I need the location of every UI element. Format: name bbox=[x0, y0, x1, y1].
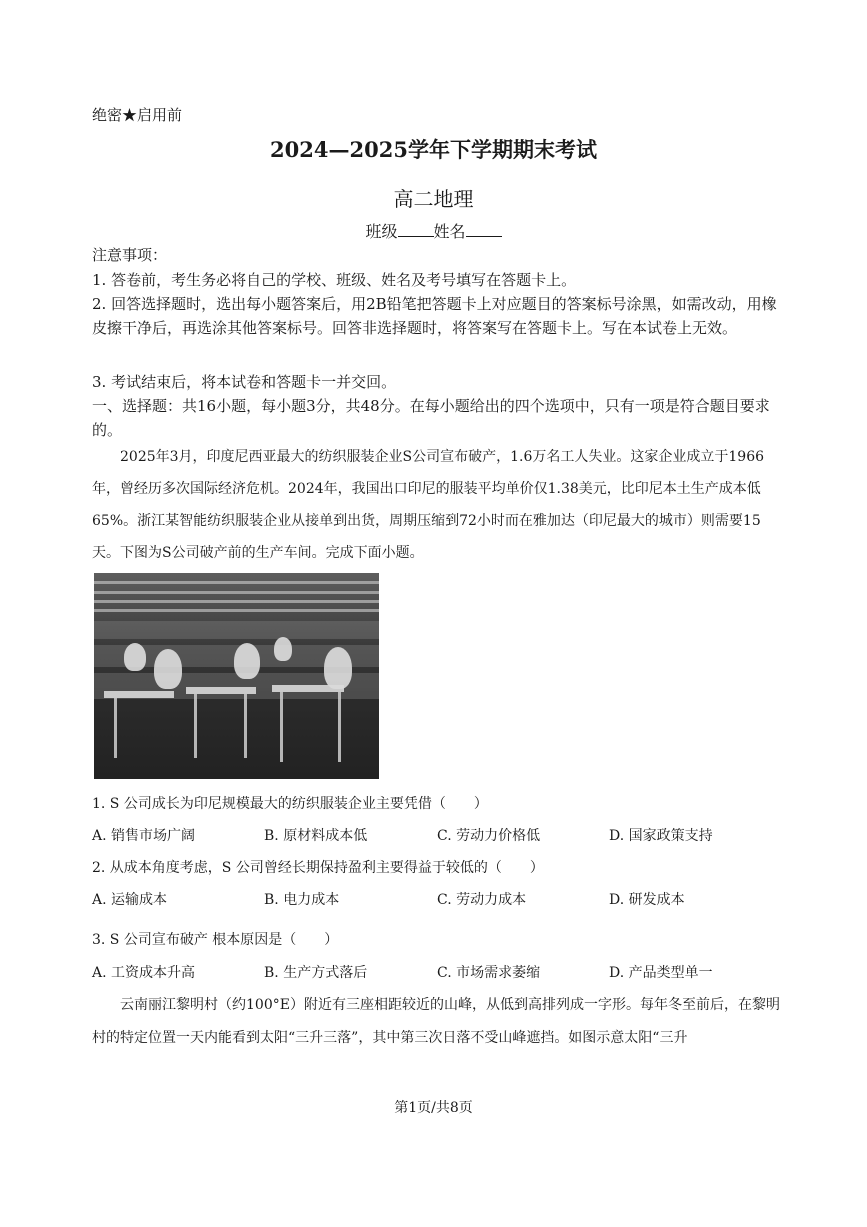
note-item: 2. 回答选择题时，选出每小题答案后，用2B铅笔把答题卡上对应题目的答案标号涂黑，如需改动，用橡皮擦干净后，再选涂其他答案标号。回答非选择题时，将答案写在答题卡上。写在本试卷上无效。 bbox=[92, 295, 777, 337]
photo-row bbox=[94, 621, 379, 639]
photo-leg bbox=[244, 694, 247, 758]
option-c: C. 劳动力成本 bbox=[437, 892, 527, 908]
question-stem: 1. S 公司成长为印尼规模最大的纺织服装企业主要凭借（ ） bbox=[92, 796, 488, 812]
option-c: C. 劳动力价格低 bbox=[437, 828, 541, 844]
note-item: 3. 考试结束后，将本试卷和答题卡一并交回。 bbox=[92, 373, 397, 391]
photo-worker bbox=[124, 643, 146, 671]
class-name-line bbox=[0, 219, 867, 242]
section-heading: 一、选择题：共16小题，每小题3分，共48分。在每小题给出的四个选项中，只有一项是符合题目要求的。 bbox=[92, 397, 770, 439]
option-b: B. 电力成本 bbox=[264, 892, 340, 908]
option-b: B. 生产方式落后 bbox=[264, 965, 368, 981]
photo-worker bbox=[234, 643, 260, 679]
exam-title: 2024—2025学年下学期期末考试 bbox=[270, 137, 597, 162]
photo-leg bbox=[194, 694, 197, 758]
question-stem: 2. 从成本角度考虑，S 公司曾经长期保持盈利主要得益于较低的（ ） bbox=[92, 860, 544, 876]
photo-table bbox=[104, 691, 174, 698]
photo-worker bbox=[154, 649, 182, 689]
photo-leg bbox=[280, 692, 283, 762]
option-c: C. 市场需求萎缩 bbox=[437, 965, 541, 981]
photo-rafter bbox=[94, 600, 379, 603]
option-d: D. 研发成本 bbox=[609, 892, 685, 908]
passage-paragraph: 云南丽江黎明村（约100°E）附近有三座相距较近的山峰，从低到高排列成一字形。每年冬至前后，在黎明村的特定位置一天内能看到太阳“三升三落”，其中第三次日落不受山峰遮挡。如图示意太阳“三升 bbox=[92, 997, 780, 1046]
photo-worker bbox=[274, 637, 292, 661]
photo-leg bbox=[338, 692, 341, 762]
photo-table bbox=[272, 685, 344, 692]
photo-rafter bbox=[94, 609, 379, 612]
class-label: 班级 bbox=[365, 222, 398, 241]
option-a: A. 工资成本升高 bbox=[92, 965, 196, 981]
photo-leg bbox=[114, 698, 117, 758]
name-blank bbox=[466, 222, 502, 237]
factory-workshop-photo bbox=[94, 573, 379, 779]
page-footer: 第1页/共8页 bbox=[394, 1100, 473, 1116]
note-item: 1. 答卷前，考生务必将自己的学校、班级、姓名及考号填写在答题卡上。 bbox=[92, 271, 577, 289]
name-label: 姓名 bbox=[433, 222, 466, 241]
confidential-label: 绝密★启用前 bbox=[92, 106, 183, 124]
option-b: B. 原材料成本低 bbox=[264, 828, 368, 844]
class-blank bbox=[398, 222, 434, 237]
question-stem: 3. S 公司宣布破产 根本原因是（ ） bbox=[92, 932, 339, 948]
option-a: A. 运输成本 bbox=[92, 892, 168, 908]
photo-rafter bbox=[94, 591, 379, 594]
option-d: D. 产品类型单一 bbox=[609, 965, 713, 981]
photo-worker bbox=[324, 647, 352, 689]
subject-title: 高二地理 bbox=[393, 187, 474, 211]
photo-rafter bbox=[94, 581, 379, 584]
option-a: A. 销售市场广阔 bbox=[92, 828, 196, 844]
option-d: D. 国家政策支持 bbox=[609, 828, 713, 844]
photo-table bbox=[186, 687, 256, 694]
notes-heading: 注意事项： bbox=[92, 246, 168, 264]
passage-paragraph: 2025年3月，印度尼西亚最大的纺织服装企业S公司宣布破产，1.6万名工人失业。这家企业成立于1966年，曾经历多次国际经济危机。2024年，我国出口印尼的服装平均单价仅1.38美元，比印尼本土生产成本低65%。浙江某智能纺织服装企业从接单到出货，周期压缩到72小时而在雅加达（印尼最大的城市）则需要15天。下图为S公司破产前的生产车间。完成下面小题。 bbox=[92, 449, 765, 561]
